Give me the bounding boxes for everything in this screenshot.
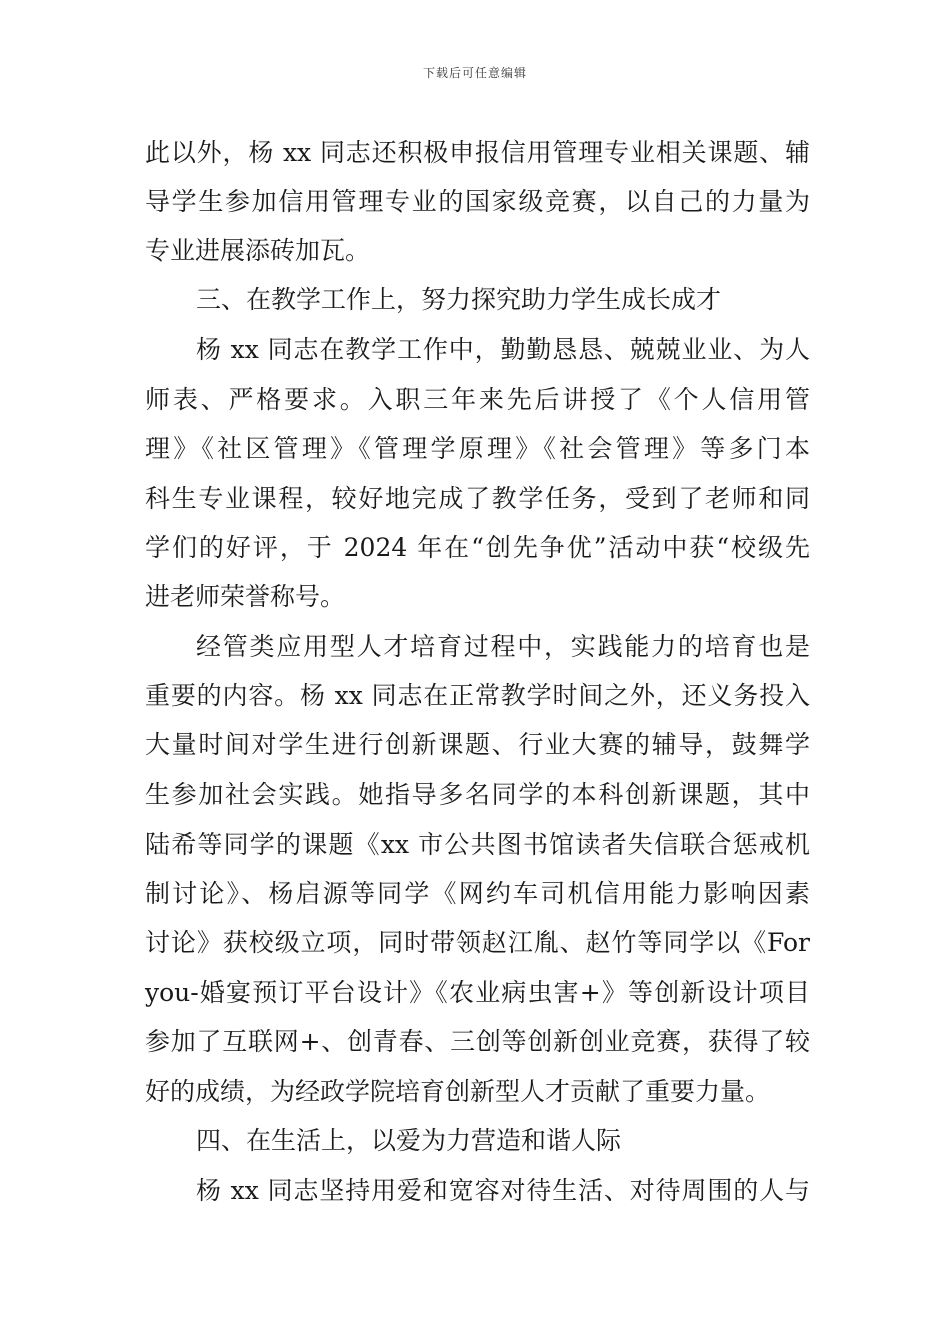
text-line: 进老师荣誉称号。 [145,582,346,611]
text-line: 此以外，杨 xx 同志还积极申报信用管理专业相关课题、辅 [145,138,810,167]
section-heading: 四、在生活上，以爱为力营造和谐人际 [196,1126,622,1155]
paragraph-first-line: 杨 xx 同志在教学工作中，勤勤恳恳、兢兢业业、为人 [196,335,810,364]
text-line: 师表、严格要求。入职三年来先后讲授了《个人信用管 [145,385,810,414]
text-line: 生参加社会实践。她指导多名同学的本科创新课题，其中 [145,780,810,809]
text-line: 好的成绩，为经政学院培育创新型人才贡献了重要力量。 [145,1077,771,1106]
text-line: 专业进展添砖加瓦。 [145,236,371,265]
text-line: 学们的好评，于 2024 年在“创先争优”活动中获“校级先 [145,533,810,562]
text-line: 讨论》获校级立项，同时带领赵江胤、赵竹等同学以《For [145,928,810,957]
text-line: 陆希等同学的课题《xx 市公共图书馆读者失信联合惩戒机 [145,830,810,859]
text-line: 理》《社区管理》《管理学原理》《社会管理》等多门本 [145,434,810,463]
text-line: 大量时间对学生进行创新课题、行业大赛的辅导，鼓舞学 [145,730,810,759]
paragraph-first-line: 杨 xx 同志坚持用爱和宽容对待生活、对待周围的人与 [196,1176,810,1205]
paragraph-first-line: 经管类应用型人才培育过程中，实践能力的培育也是 [196,632,810,661]
text-line: 参加了互联网+、创青春、三创等创新创业竞赛，获得了较 [145,1027,810,1056]
page-header: 下载后可任意编辑 [422,66,527,80]
text-line: 导学生参加信用管理专业的国家级竞赛，以自己的力量为 [145,187,810,216]
section-heading: 三、在教学工作上，努力探究助力学生成长成才 [196,285,722,314]
text-line: 科生专业课程，较好地完成了教学任务，受到了老师和同 [145,484,810,513]
text-line: you-婚宴预订平台设计》《农业病虫害+》等创新设计项目 [145,978,810,1007]
text-line: 重要的内容。杨 xx 同志在正常教学时间之外，还义务投入 [145,681,810,710]
text-line: 制讨论》、杨启源等同学《网约车司机信用能力影响因素 [145,879,810,908]
